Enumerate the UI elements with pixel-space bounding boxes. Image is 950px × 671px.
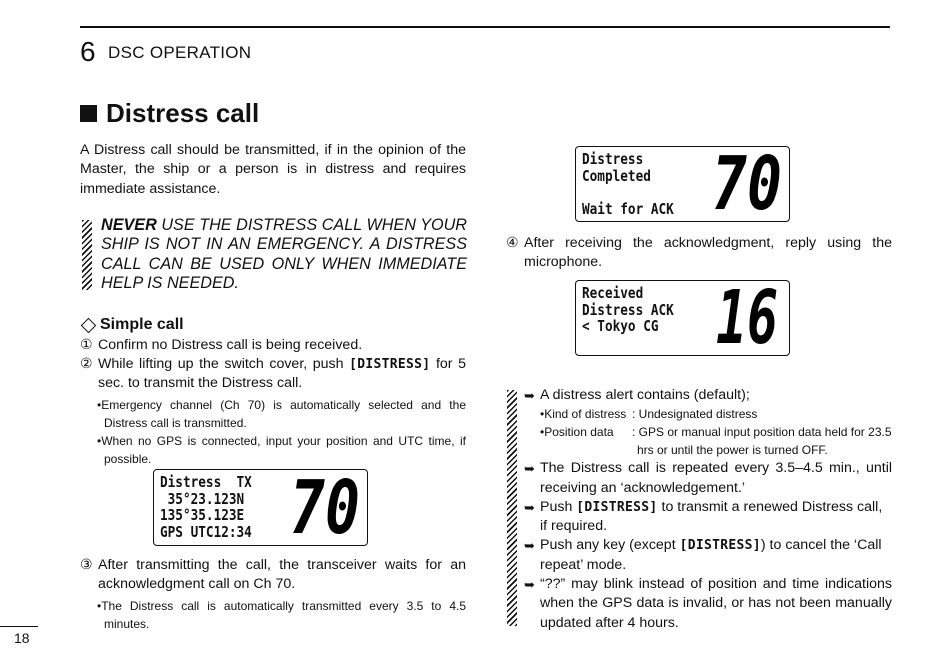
note-text — [540, 536, 892, 575]
note-text-pre: Push — [540, 498, 577, 515]
subsection-title-text: Simple call — [100, 316, 184, 333]
channel-16-digits — [711, 275, 783, 361]
section-title — [80, 98, 259, 129]
note-sub-value: : Undesignated distress — [632, 407, 758, 422]
section-title-text: Distress call — [106, 98, 260, 128]
warning-hatch-icon — [82, 220, 92, 290]
note-item — [524, 536, 892, 575]
chapter-number: 6 — [80, 36, 96, 67]
lcd-display-completed — [575, 141, 790, 227]
note-text-post: to transmit a renewed Distress call, if required. — [540, 498, 883, 535]
note-sub-label: •Kind of distress — [540, 407, 627, 422]
lcd-line: Distress TX — [160, 473, 252, 491]
step-4 — [506, 234, 892, 273]
lcd-line: 135°35.123E — [160, 506, 245, 524]
step-text: After transmitting the call, the transceiver waits for an acknowledgment call on Ch 70. — [98, 557, 466, 593]
step-number: ① — [80, 337, 93, 353]
note-item — [524, 459, 892, 498]
note-text-pre: Push any key (except — [540, 537, 680, 554]
bullet-text: Emergency channel (Ch 70) is automatically selected and the Distress call is transmitted. — [101, 397, 466, 430]
arrow-icon: ➥ — [524, 388, 535, 403]
subsection-title — [80, 316, 184, 334]
note-text: A distress alert contains (default); — [540, 387, 750, 403]
square-bullet-icon — [80, 105, 97, 122]
lcd-text — [582, 151, 674, 217]
note-text-post: ) to cancel the ‘Call repeat’ mode. — [540, 537, 882, 573]
lcd-line: GPS UTC12:34 — [160, 522, 252, 541]
notes-list — [524, 386, 892, 633]
lcd-display-received — [575, 275, 790, 361]
warning-lead: NEVER — [101, 216, 157, 234]
step-number: ② — [80, 356, 93, 372]
step-number: ④ — [506, 235, 519, 251]
lcd-line: Wait for ACK — [582, 199, 674, 218]
lcd-line: Completed — [582, 166, 651, 185]
page-number: 18 — [14, 630, 30, 646]
arrow-icon: ➥ — [524, 577, 535, 593]
step-2 — [80, 355, 466, 468]
channel-number: 70 — [712, 141, 782, 227]
step-text — [98, 355, 466, 394]
bullet-text: The Distress call is automatically transmitted every 3.5 to 4.5 minutes. — [101, 598, 466, 631]
step-1 — [80, 336, 466, 355]
note-text: The Distress call is repeated every 3.5–4.5 min., until receiving an ‘acknowledgement.’ — [540, 460, 892, 496]
distress-key-label: [DISTRESS] — [576, 499, 658, 515]
warning-body: USE THE DISTRESS CALL WHEN YOUR SHIP IS NOT IN AN EMERGENCY. A DISTRESS CALL CAN BE USED ONLY WHEN IMMEDIATE HELP IS NEEDED. — [101, 216, 467, 292]
lcd-display-tx — [153, 465, 368, 551]
step-text-post: for 5 sec. to transmit the Distress call. — [98, 356, 466, 392]
note-sub-position — [540, 423, 892, 459]
warning-text — [101, 216, 467, 293]
step-text: After receiving the acknowledgment, reply using the microphone. — [524, 235, 892, 271]
lcd-line: Received — [582, 284, 644, 302]
lcd-line: Distress — [582, 150, 644, 168]
note-text — [540, 498, 892, 537]
bullet-item: •The Distress call is automatically transmitted every 3.5 to 4.5 minutes. — [97, 598, 466, 631]
arrow-icon: ➥ — [524, 499, 535, 515]
lcd-line: 35°23.123N — [160, 489, 245, 508]
channel-number: 70 — [290, 465, 360, 551]
header-rule — [80, 26, 890, 28]
page-number-rule — [0, 626, 38, 627]
chapter-title: DSC OPERATION — [108, 43, 252, 62]
note-text: “??” may blink instead of position and time indications when the GPS data is invalid, or has not been manually updated after 4 hours. — [540, 576, 892, 631]
note-item — [524, 575, 892, 633]
distress-key-label: [DISTRESS] — [349, 357, 431, 372]
step-3 — [80, 556, 466, 633]
step-number: ③ — [80, 557, 93, 573]
channel-number: 16 — [716, 275, 778, 361]
channel-70-digits — [711, 141, 783, 227]
lcd-line: < Tokyo CG — [582, 317, 659, 335]
diamond-icon — [81, 317, 97, 333]
bullet-item: •When no GPS is connected, input your position and UTC time, if possible. — [97, 433, 466, 466]
lcd-line: Distress ACK — [582, 300, 674, 319]
channel-70-digits — [289, 465, 361, 551]
arrow-icon: ➥ — [524, 538, 535, 554]
step-text-pre: While lifting up the switch cover, push — [98, 356, 350, 372]
note-sub-kind — [540, 405, 892, 423]
lcd-text — [582, 285, 674, 335]
note-sub-label: •Position data — [540, 425, 614, 440]
lcd-text — [160, 474, 252, 540]
note-item — [524, 498, 892, 537]
bullet-text: When no GPS is connected, input your position and UTC time, if possible. — [101, 433, 466, 466]
bullet-item: •Emergency channel (Ch 70) is automatically selected and the Distress call is transmitted. — [97, 397, 466, 430]
step-text: Confirm no Distress call is being received. — [98, 337, 363, 353]
notes-hatch-icon — [507, 390, 517, 626]
distress-key-label: [DISTRESS] — [679, 538, 761, 554]
arrow-icon: ➥ — [524, 461, 535, 477]
note-item — [524, 386, 892, 405]
note-sub-value: : GPS or manual input position data held for 23.5 hrs or until the power is turned OFF. — [632, 425, 892, 458]
intro-paragraph: A Distress call should be transmitted, if in the opinion of the Master, the ship or a person is in distress and requires immediate assistance. — [80, 142, 466, 197]
